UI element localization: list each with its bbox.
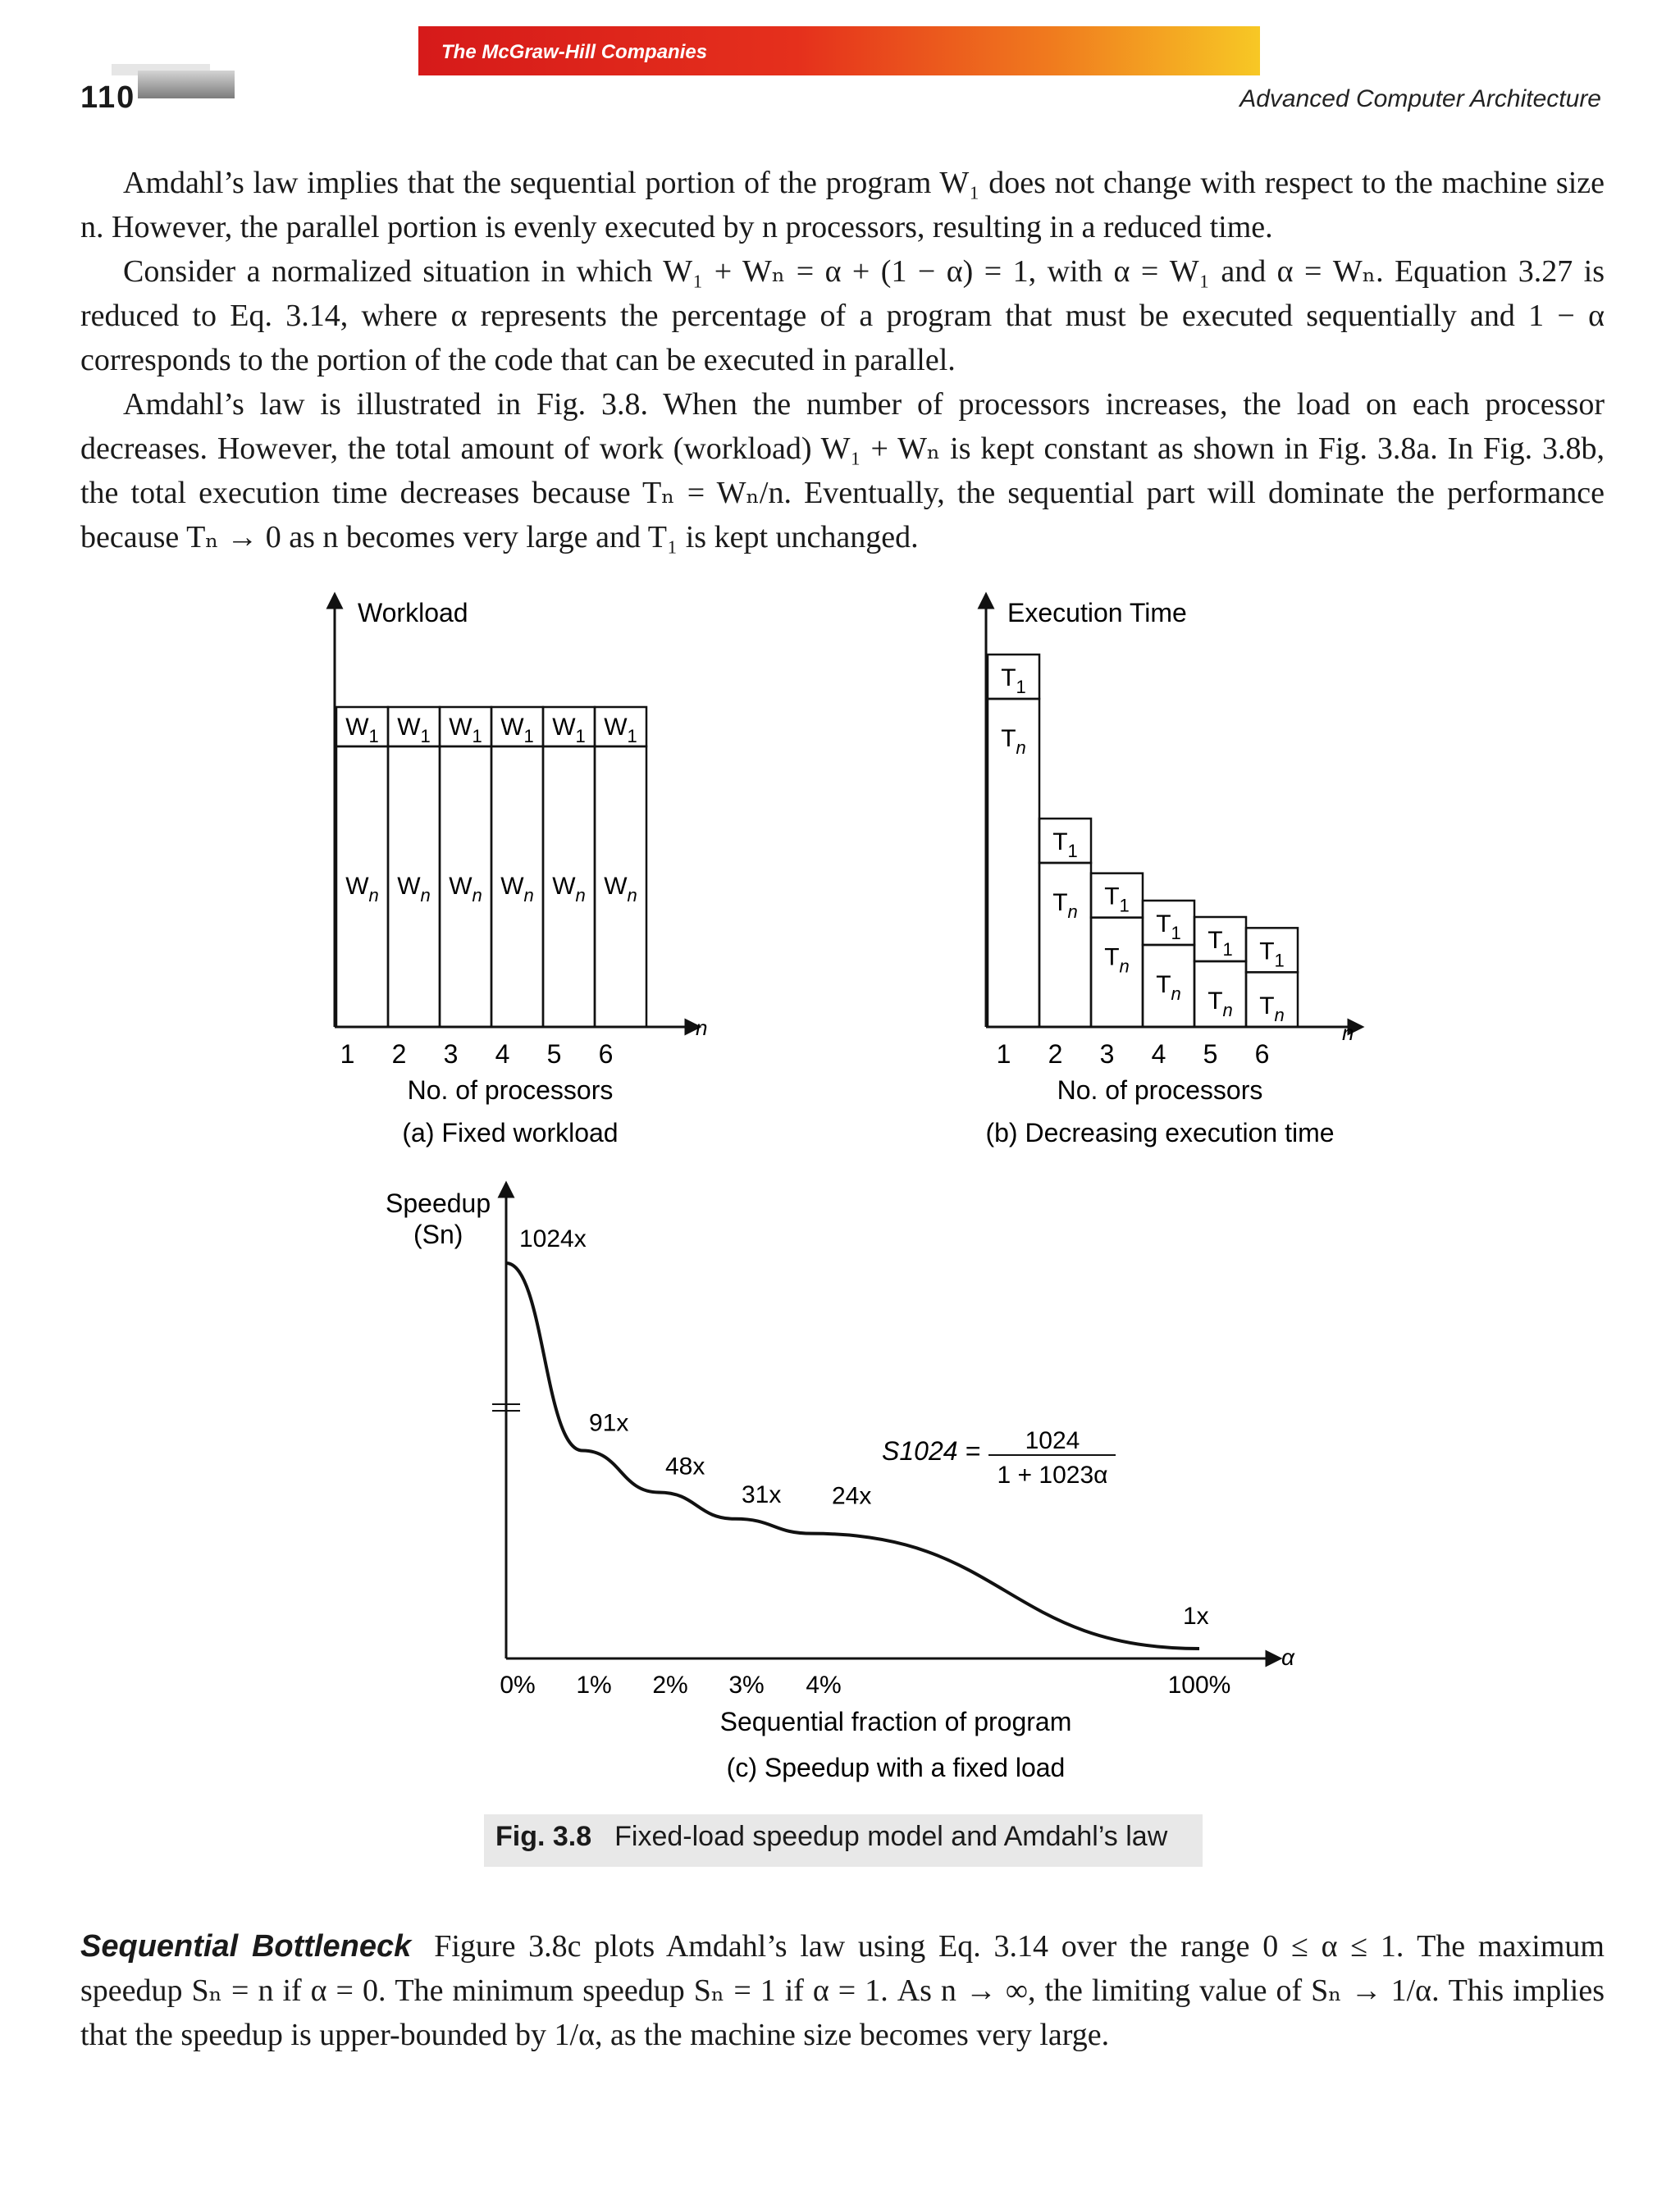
panel-a-tick-label: 6 xyxy=(599,1039,614,1069)
panel-c-tick-label: 100% xyxy=(1168,1672,1231,1699)
panel-a-n-symbol: n xyxy=(696,1015,707,1040)
panel-c-subtitle: (c) Speedup with a fixed load xyxy=(727,1753,1066,1782)
workload-wn-label: $W_n$ xyxy=(500,873,534,906)
time-t1-label: $T_1$ xyxy=(1208,927,1233,960)
paragraph-1: Amdahl’s law implies that the sequential portion of the program W₁ does not change with respect to the machine size n. However, the parallel portion is evenly executed by n processors, resulting in a reduced time. xyxy=(80,161,1605,249)
panel-a-x-label: No. of processors xyxy=(408,1075,614,1105)
panel-a-tick-label: 4 xyxy=(495,1039,510,1069)
workload-wn-label: $W_n$ xyxy=(345,873,379,906)
time-par-cell xyxy=(1039,863,1091,1027)
panel-c-x-label: Sequential fraction of program xyxy=(720,1707,1072,1736)
panel-b-tick-label: 2 xyxy=(1048,1039,1063,1069)
panel-c-speedup xyxy=(386,1188,1295,1782)
page-number: 110 xyxy=(80,80,135,116)
sequential-bottleneck-section xyxy=(80,1924,1605,2057)
time-t1-label: $T_1$ xyxy=(1104,883,1130,916)
panel-c-ticks xyxy=(500,1672,1230,1699)
workload-w1-label: $W_1$ xyxy=(397,714,431,746)
time-tn-label: $T_n$ xyxy=(1001,725,1026,758)
formula-denominator: 1 + 1023α xyxy=(998,1462,1108,1489)
formula-lhs: S1024 = xyxy=(882,1436,980,1466)
running-title: Advanced Computer Architecture xyxy=(1239,85,1601,113)
panel-b-y-label: Execution Time xyxy=(1007,598,1187,627)
panel-b-tick-label: 5 xyxy=(1203,1039,1218,1069)
panel-a-tick-label: 3 xyxy=(444,1039,459,1069)
panel-b-bars xyxy=(988,655,1298,1027)
workload-wn-label: $W_n$ xyxy=(397,873,431,906)
time-tn-label: $T_n$ xyxy=(1104,944,1130,977)
panel-b-ticks xyxy=(997,1039,1270,1069)
caption-text: Fixed-load speedup model and Amdahl’s law xyxy=(614,1821,1167,1852)
panel-a-tick-label: 1 xyxy=(340,1039,355,1069)
workload-w1-label: $W_1$ xyxy=(604,714,637,746)
formula-numerator: 1024 xyxy=(1025,1427,1080,1454)
workload-w1-label: $W_1$ xyxy=(449,714,482,746)
panel-c-tick-label: 4% xyxy=(806,1672,841,1699)
publisher-name: The McGraw-Hill Companies xyxy=(441,41,707,64)
paragraph-2: Consider a normalized situation in which W₁ + Wₙ = α + (1 − α) = 1, with α = W₁ and α = Wₙ. Equation 3.27 is reduced to Eq. 3.14, where α represents the percentage of a program that must be executed sequentially and 1 − α corresponds to the portion of the code that can be executed in parallel. xyxy=(80,249,1605,382)
time-t1-label: $T_1$ xyxy=(1052,828,1078,861)
time-t1-label: $T_1$ xyxy=(1001,664,1026,697)
panel-a-fixed-workload xyxy=(335,598,707,1147)
speedup-point-label: 91x xyxy=(589,1409,628,1436)
workload-wn-label: $W_n$ xyxy=(604,873,637,906)
time-tn-label: $T_n$ xyxy=(1208,988,1233,1020)
workload-w1-label: $W_1$ xyxy=(345,714,379,746)
workload-wn-label: $W_n$ xyxy=(552,873,586,906)
panel-a-tick-label: 2 xyxy=(392,1039,407,1069)
panel-b-execution-time xyxy=(985,598,1356,1147)
panel-b-tick-label: 1 xyxy=(997,1039,1011,1069)
section-heading: Sequential Bottleneck xyxy=(80,1929,411,1964)
panel-b-tick-label: 4 xyxy=(1152,1039,1166,1069)
speedup-point-label: 31x xyxy=(742,1481,781,1508)
panel-c-y-label: Speedup xyxy=(386,1188,491,1218)
panel-b-subtitle: (b) Decreasing execution time xyxy=(985,1118,1334,1147)
time-tn-label: $T_n$ xyxy=(1156,971,1181,1004)
speedup-point-label: 1024x xyxy=(519,1225,587,1252)
panel-a-subtitle: (a) Fixed workload xyxy=(402,1118,618,1147)
panel-a-y-label: Workload xyxy=(358,598,468,627)
panel-b-x-label: No. of processors xyxy=(1057,1075,1263,1105)
speedup-point-label: 1x xyxy=(1183,1603,1209,1630)
workload-w1-label: $W_1$ xyxy=(552,714,586,746)
workload-wn-label: $W_n$ xyxy=(449,873,482,906)
panel-c-tick-label: 0% xyxy=(500,1672,535,1699)
time-t1-label: $T_1$ xyxy=(1259,938,1285,970)
panel-a-bars xyxy=(336,707,646,1027)
time-tn-label: $T_n$ xyxy=(1052,889,1078,922)
panel-c-alpha-symbol: α xyxy=(1281,1645,1295,1670)
speedup-point-label: 24x xyxy=(832,1483,871,1510)
time-tn-label: $T_n$ xyxy=(1259,992,1285,1025)
paragraph-3: Amdahl’s law is illustrated in Fig. 3.8. When the number of processors increases, the load on each processor decreases. However, the total amount of work (workload) W₁ + Wₙ is kept constant as shown in Fig. 3.8a. In Fig. 3.8b, the total execution time decreases because Tₙ = Wₙ/n. Eventually, the sequential part will dominate the performance because Tₙ → 0 as n becomes very large and T₁ is kept unchanged. xyxy=(80,382,1605,559)
speedup-point-label: 48x xyxy=(665,1453,705,1480)
panel-c-tick-label: 1% xyxy=(576,1672,611,1699)
caption-label: Fig. 3.8 xyxy=(495,1821,591,1852)
panel-b-n-symbol: n xyxy=(1342,1020,1354,1045)
panel-b-tick-label: 3 xyxy=(1100,1039,1115,1069)
time-par-cell xyxy=(1091,918,1143,1027)
time-t1-label: $T_1$ xyxy=(1156,910,1181,943)
panel-c-y-label-sub: (Sn) xyxy=(413,1220,463,1249)
figure-caption xyxy=(495,1821,1167,1853)
workload-w1-label: $W_1$ xyxy=(500,714,534,746)
section-text: Figure 3.8c plots Amdahl’s law using Eq. 3.14 over the range 0 ≤ α ≤ 1. The maximum speedup Sₙ = n if α = 0. The minimum speedup Sₙ = 1 if α = 1. As n → ∞, the limiting value of Sₙ → 1/α. This implies that the speedup is upper-bounded by 1/α, as the machine size becomes very large. xyxy=(80,1929,1605,2052)
speedup-point-labels xyxy=(506,1225,1209,1649)
panel-b-tick-label: 6 xyxy=(1255,1039,1270,1069)
panel-a-ticks xyxy=(340,1039,614,1069)
panel-c-tick-label: 3% xyxy=(728,1672,764,1699)
panel-c-tick-label: 2% xyxy=(652,1672,687,1699)
panel-a-tick-label: 5 xyxy=(547,1039,562,1069)
